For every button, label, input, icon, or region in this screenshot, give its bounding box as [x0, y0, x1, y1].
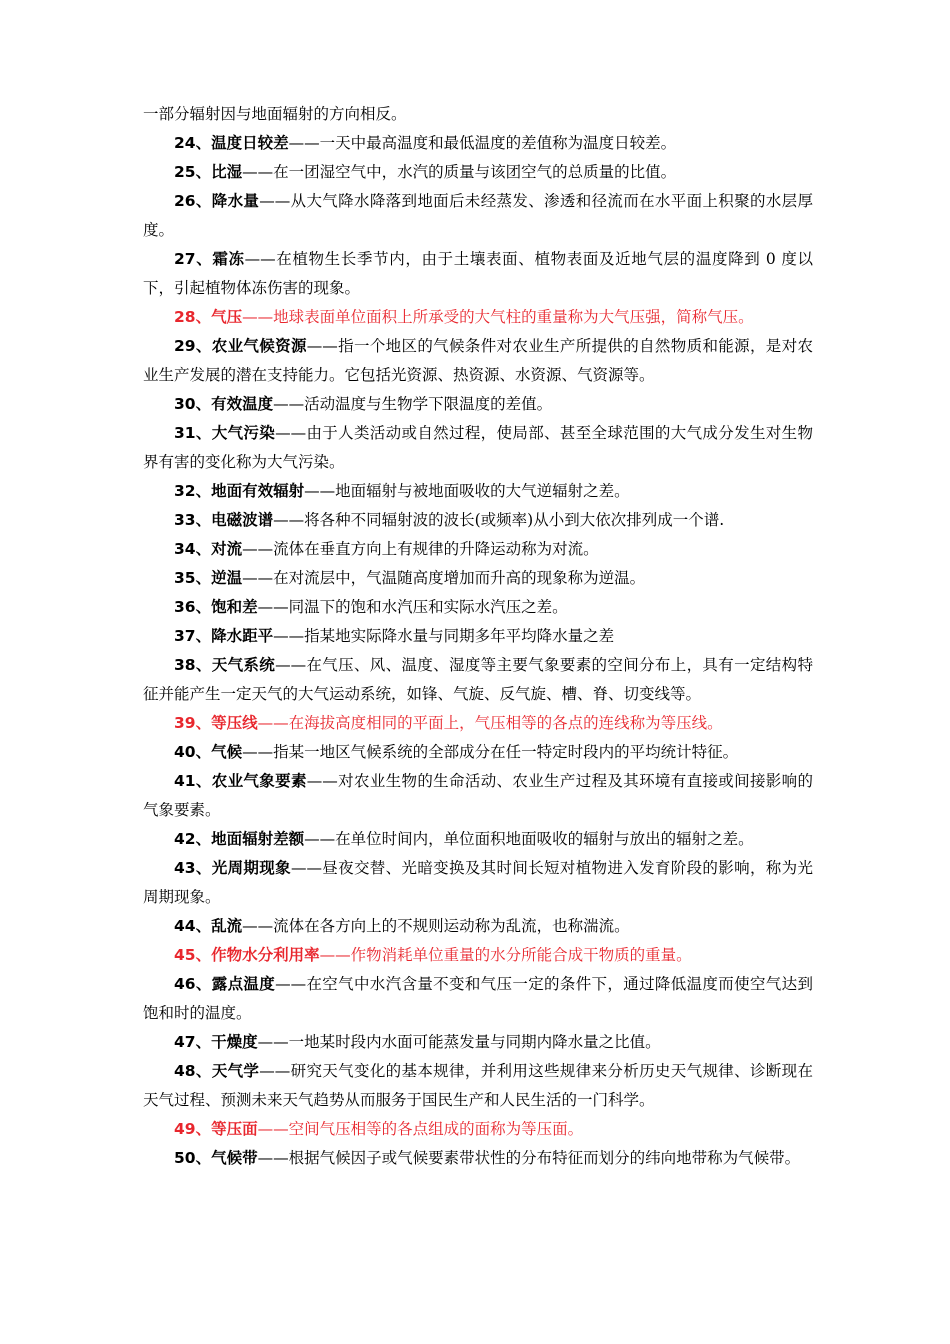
entry-term: 等压线: [211, 714, 258, 732]
entry-definition: ——在单位时间内，单位面积地面吸收的辐射与放出的辐射之差。: [304, 830, 754, 848]
glossary-entry: [143, 303, 813, 332]
entry-term: 有效温度: [211, 395, 274, 413]
entry-number: 33、: [174, 511, 212, 529]
entry-definition: ——昼夜交替、光暗变换及其时间长短对植物进入发育阶段的影响，称为光周期现象。: [143, 859, 813, 906]
entry-definition: ——在海拔高度相同的平面上，气压相等的各点的连线称为等压线。: [257, 714, 723, 732]
entry-term: 天气学: [211, 1062, 260, 1080]
glossary-entry: [143, 825, 813, 854]
entry-definition: ——研究天气变化的基本规律，并利用这些规律来分析历史天气规律、诊断现在天气过程、预测未来天气趋势从而服务于国民生产和人民生活的一门科学。: [143, 1062, 813, 1109]
glossary-list: [143, 129, 813, 1173]
glossary-entry: [143, 622, 813, 651]
entry-number: 39、: [174, 714, 212, 732]
entry-term: 乱流: [211, 917, 243, 935]
entry-term: 地面有效辐射: [211, 482, 305, 500]
glossary-entry: [143, 1057, 813, 1115]
entry-definition: ——在空气中水汽含量不变和气压一定的条件下，通过降低温度而使空气达到饱和时的温度。: [143, 975, 813, 1022]
glossary-entry: [143, 912, 813, 941]
glossary-entry: [143, 332, 813, 390]
entry-term: 等压面: [211, 1120, 258, 1138]
entry-definition: ——将各种不同辐射波的波长(或频率)从小到大依次排列成一个谱.: [273, 511, 725, 529]
entry-term: 气压: [211, 308, 243, 326]
entry-number: 36、: [174, 598, 212, 616]
entry-definition: ——地球表面单位面积上所承受的大气柱的重量称为大气压强，简称气压。: [242, 308, 754, 326]
entry-number: 50、: [174, 1149, 212, 1167]
entry-term: 对流: [211, 540, 243, 558]
entry-term: 天气系统: [211, 656, 276, 674]
entry-number: 27、: [174, 250, 213, 268]
entry-number: 48、: [174, 1062, 212, 1080]
entry-definition: ——指某地实际降水量与同期多年平均降水量之差: [273, 627, 615, 645]
entry-definition: ——指一个地区的气候条件对农业生产所提供的自然物质和能源，是对农业生产发展的潜在支持能力。它包括光资源、热资源、水资源、气资源等。: [143, 337, 813, 384]
entry-definition: ——在一团湿空气中，水汽的质量与该团空气的总质量的比值。: [242, 163, 677, 181]
entry-number: 38、: [174, 656, 212, 674]
entry-term: 作物水分利用率: [211, 946, 320, 964]
entry-definition: ——活动温度与生物学下限温度的差值。: [273, 395, 553, 413]
entry-term: 露点温度: [211, 975, 276, 993]
entry-number: 45、: [174, 946, 212, 964]
glossary-entry: [143, 1144, 813, 1173]
entry-term: 农业气候资源: [211, 337, 307, 355]
glossary-entry: [143, 709, 813, 738]
entry-definition: ——空间气压相等的各点组成的面称为等压面。: [257, 1120, 584, 1138]
glossary-entry: [143, 1115, 813, 1144]
entry-definition: ——一天中最高温度和最低温度的差值称为温度日较差。: [288, 134, 677, 152]
entry-term: 霜冻: [212, 250, 245, 268]
entry-definition: ——同温下的饱和水汽压和实际水汽压之差。: [257, 598, 568, 616]
entry-term: 降水距平: [211, 627, 274, 645]
entry-number: 46、: [174, 975, 212, 993]
entry-number: 42、: [174, 830, 212, 848]
entry-number: 31、: [174, 424, 212, 442]
continuation-text: 一部分辐射因与地面辐射的方向相反。: [143, 105, 407, 123]
glossary-entry: [143, 593, 813, 622]
entry-term: 干燥度: [211, 1033, 258, 1051]
entry-number: 43、: [174, 859, 212, 877]
entry-number: 49、: [174, 1120, 212, 1138]
glossary-entry: [143, 767, 813, 825]
entry-definition: ——流体在垂直方向上有规律的升降运动称为对流。: [242, 540, 599, 558]
entry-number: 26、: [174, 192, 212, 210]
entry-number: 35、: [174, 569, 212, 587]
glossary-entry: [143, 651, 813, 709]
entry-number: 47、: [174, 1033, 212, 1051]
entry-number: 30、: [174, 395, 212, 413]
entry-definition: ——作物消耗单位重量的水分所能合成干物质的重量。: [319, 946, 692, 964]
entry-term: 大气污染: [211, 424, 276, 442]
entry-definition: ——根据气候因子或气候要素带状性的分布特征而划分的纬向地带称为气候带。: [257, 1149, 801, 1167]
glossary-entry: [143, 390, 813, 419]
glossary-entry: [143, 564, 813, 593]
entry-term: 比湿: [211, 163, 243, 181]
entry-number: 41、: [174, 772, 212, 790]
entry-term: 气候: [211, 743, 243, 761]
entry-number: 29、: [174, 337, 212, 355]
entry-term: 农业气象要素: [211, 772, 307, 790]
entry-definition: ——指某一地区气候系统的全部成分在任一特定时段内的平均统计特征。: [242, 743, 739, 761]
glossary-entry: [143, 129, 813, 158]
glossary-entry: [143, 506, 813, 535]
glossary-entry: [143, 187, 813, 245]
entry-term: 逆温: [211, 569, 243, 587]
entry-term: 光周期现象: [211, 859, 291, 877]
entry-definition: ——地面辐射与被地面吸收的大气逆辐射之差。: [304, 482, 630, 500]
entry-number: 24、: [174, 134, 212, 152]
entry-term: 气候带: [211, 1149, 258, 1167]
entry-number: 40、: [174, 743, 212, 761]
entry-definition: ——在气压、风、温度、湿度等主要气象要素的空间分布上，具有一定结构特征并能产生一定天气的大气运动系统，如锋、气旋、反气旋、槽、脊、切变线等。: [143, 656, 813, 703]
entry-definition: ——一地某时段内水面可能蒸发量与同期内降水量之比值。: [257, 1033, 661, 1051]
entry-definition: ——从大气降水降落到地面后未经蒸发、渗透和径流而在水平面上积聚的水层厚度。: [143, 192, 813, 239]
entry-definition: ——由于人类活动或自然过程，使局部、甚至全球范围的大气成分发生对生物界有害的变化称为大气污染。: [143, 424, 813, 471]
glossary-entry: [143, 535, 813, 564]
entry-term: 温度日较差: [211, 134, 289, 152]
glossary-entry: [143, 738, 813, 767]
entry-term: 地面辐射差额: [211, 830, 305, 848]
glossary-entry: [143, 970, 813, 1028]
glossary-entry: [143, 1028, 813, 1057]
entry-number: 37、: [174, 627, 212, 645]
entry-definition: ——在对流层中，气温随高度增加而升高的现象称为逆温。: [242, 569, 646, 587]
glossary-entry: [143, 854, 813, 912]
entry-number: 25、: [174, 163, 212, 181]
entry-number: 28、: [174, 308, 212, 326]
entry-number: 34、: [174, 540, 212, 558]
entry-term: 降水量: [211, 192, 260, 210]
entry-definition: ——对农业生物的生命活动、农业生产过程及其环境有直接或间接影响的气象要素。: [143, 772, 813, 819]
glossary-entry: [143, 245, 813, 303]
entry-number: 32、: [174, 482, 212, 500]
entry-definition: ——在植物生长季节内，由于土壤表面、植物表面及近地气层的温度降到 0 度以下，引起植物体冻伤害的现象。: [143, 250, 813, 297]
glossary-entry: [143, 477, 813, 506]
entry-term: 饱和差: [211, 598, 258, 616]
entry-term: 电磁波谱: [211, 511, 274, 529]
glossary-entry: [143, 419, 813, 477]
entry-definition: ——流体在各方向上的不规则运动称为乱流，也称湍流。: [242, 917, 630, 935]
glossary-entry: [143, 158, 813, 187]
document-body: [143, 100, 813, 1173]
entry-number: 44、: [174, 917, 212, 935]
glossary-entry: [143, 941, 813, 970]
